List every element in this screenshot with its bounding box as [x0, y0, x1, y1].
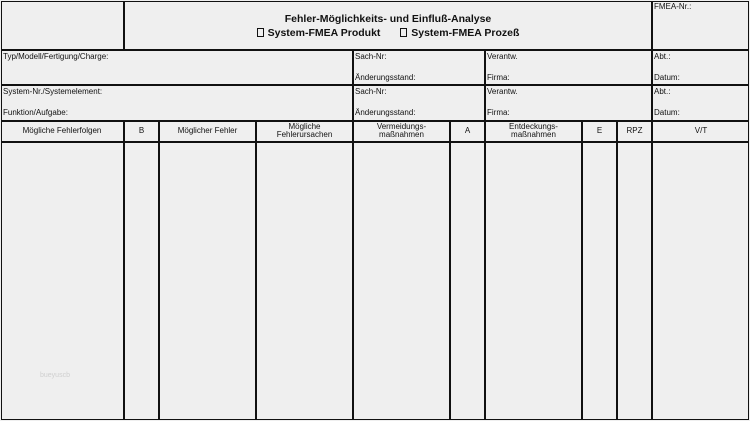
column-header-rpz: RPZ: [626, 126, 643, 135]
row2-revision-label: Änderungsstand:: [355, 108, 416, 117]
column-header-rule: [1, 141, 749, 143]
column-header-causes-line1: Mögliche: [288, 122, 321, 131]
col-divider-b: [123, 120, 125, 420]
product-checkbox[interactable]: [257, 28, 264, 37]
column-header-causes: [257, 121, 352, 141]
row1-responsible-label: Verantw.: [487, 52, 518, 61]
header-bottom-rule: [1, 49, 749, 51]
row2-divider-2: [484, 84, 486, 121]
system-element-label: System-Nr./Systemelement:: [3, 87, 103, 96]
row1-divider-3: [651, 49, 653, 85]
col-divider-causes: [255, 120, 257, 420]
column-header-prevention-line1: Vermeidungs-: [376, 122, 427, 131]
row1-company-label: Firma:: [487, 73, 510, 82]
function-task-label: Funktion/Aufgabe:: [3, 108, 68, 117]
row1-revision-label: Änderungsstand:: [355, 73, 416, 82]
fmea-no-label: FMEA-Nr.:: [654, 2, 692, 11]
column-header-detection-line1: Entdeckungs-: [509, 122, 558, 131]
type-model-label: Typ/Modell/Fertigung/Charge:: [3, 52, 109, 61]
col-divider-detection: [484, 120, 486, 420]
column-header-detection: [486, 121, 581, 141]
row2-dept-label: Abt.:: [654, 87, 671, 96]
column-header-effects: Mögliche Fehlerfolgen: [22, 126, 102, 135]
column-header-a: A: [464, 126, 471, 135]
process-checkbox[interactable]: [400, 28, 407, 37]
row1-divider-1: [352, 49, 354, 85]
row2-divider-1: [352, 84, 354, 121]
form-type-options: [124, 27, 652, 40]
column-header-causes-line2: Fehlerursachen: [276, 130, 333, 139]
form-frame: [1, 1, 749, 420]
process-option-label: System-FMEA Prozeß: [411, 27, 520, 39]
row1-divider-2: [484, 49, 486, 85]
row2-divider-3: [651, 84, 653, 121]
column-header-detection-line2: maßnahmen: [511, 130, 556, 139]
col-divider-vt: [651, 120, 653, 420]
col-divider-prevention: [352, 120, 354, 420]
row2-date-label: Datum:: [654, 108, 680, 117]
column-header-failure: Möglicher Fehler: [177, 126, 238, 135]
product-option-label: System-FMEA Produkt: [267, 27, 381, 39]
col-divider-e: [581, 120, 583, 420]
row2-part-no-label: Sach-Nr:: [355, 87, 387, 96]
form-title: Fehler-Möglichkeits- und Einfluß-Analyse: [284, 13, 492, 25]
column-header-vt: V/T: [694, 126, 708, 135]
row1-dept-label: Abt.:: [654, 52, 671, 61]
column-header-prevention-line2: maßnahmen: [379, 130, 424, 139]
row1-bottom-rule: [1, 84, 749, 86]
row1-date-label: Datum:: [654, 73, 680, 82]
col-divider-a: [449, 120, 451, 420]
watermark-text: bueyuscb: [40, 372, 70, 379]
row2-company-label: Firma:: [487, 108, 510, 117]
col-divider-rpz: [616, 120, 618, 420]
column-header-e: E: [596, 126, 603, 135]
row2-responsible-label: Verantw.: [487, 87, 518, 96]
column-header-b: B: [138, 126, 145, 135]
row1-part-no-label: Sach-Nr:: [355, 52, 387, 61]
col-divider-failure: [158, 120, 160, 420]
column-header-prevention: [354, 121, 449, 141]
